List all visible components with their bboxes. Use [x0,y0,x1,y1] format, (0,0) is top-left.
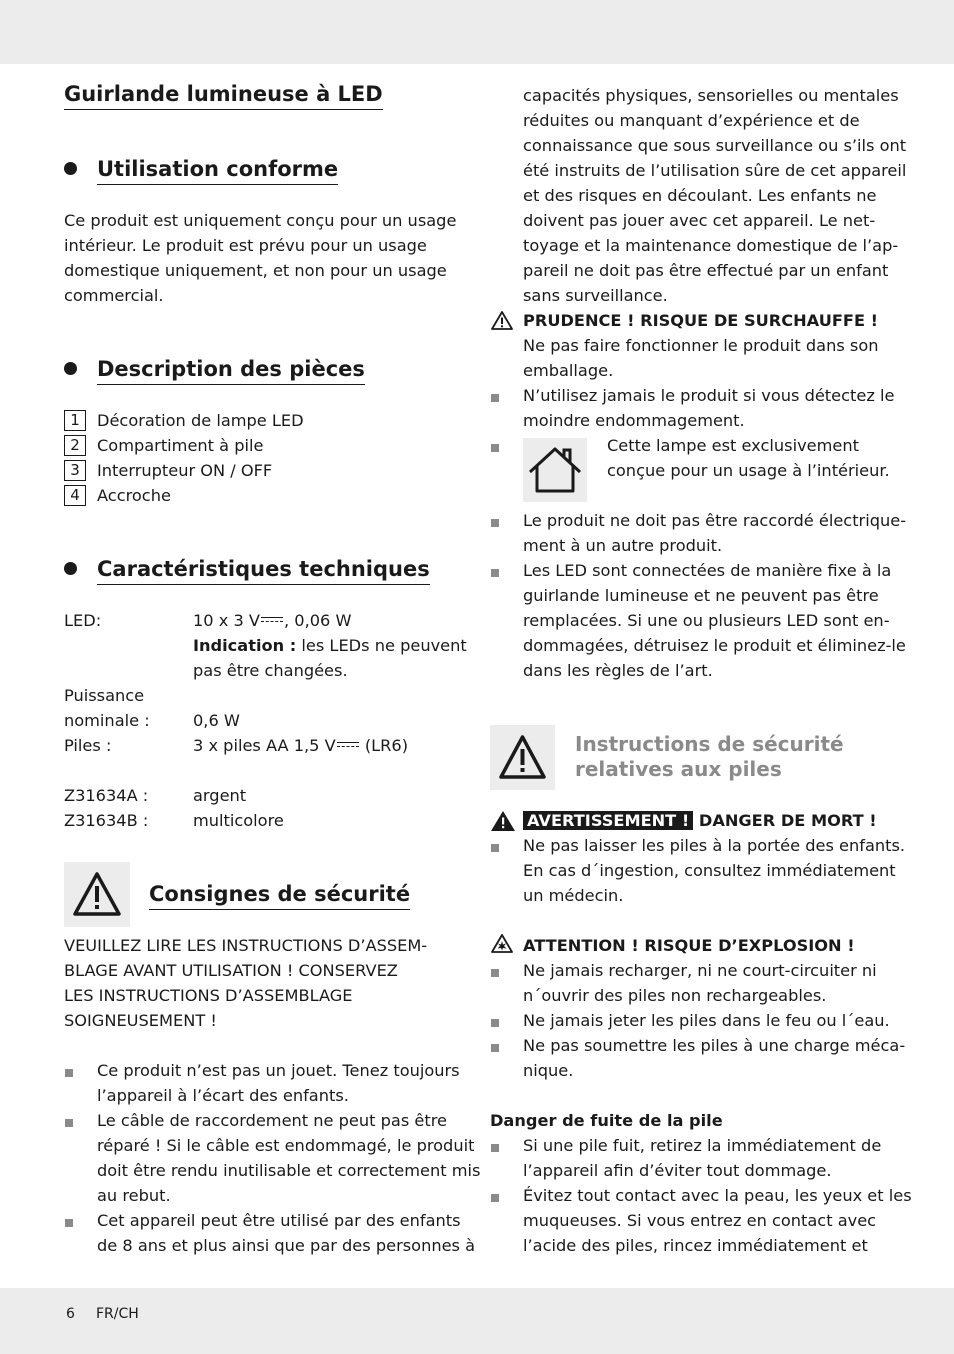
bullet-text: de 8 ans et plus ainsi que par des personnes à [97,1236,476,1255]
caps-line: VEUILLEZ LIRE LES INSTRUCTIONS D’ASSEM- [64,936,428,955]
spec-value-power: 0,6 W [193,711,240,730]
bullet-text: dans les règles de l’art. [523,661,713,680]
part-label: Décoration de lampe LED [97,411,304,430]
header-band [0,0,954,64]
warning-triangle-icon [64,862,130,927]
bullet-text: Ce produit n’est pas un jouet. Tenez toujours [97,1061,460,1080]
bullet-text: Cet appareil peut être utilisé par des enfants [97,1211,461,1230]
bullet-text: doit être rendu inutilisable et correctement mis [97,1161,481,1180]
text-line: emballage. [523,361,614,380]
bullet-text: N’utilisez jamais le produit si vous détectez le [523,386,895,405]
bullet-text: dommagées, détruisez le produit et éliminez-le [523,636,906,655]
model-value: argent [193,786,247,805]
bullet-square [491,1019,499,1027]
text-line: sans surveillance. [523,286,668,305]
model-label: Z31634B : [64,811,149,830]
bullet-text: Les LED sont connectées de manière fixe à la [523,561,892,580]
dc-symbol-icon [337,741,359,751]
bullet-square [491,1194,499,1202]
bullet-text: Si une pile fuit, retirez la immédiatement de [523,1136,882,1155]
explosion-warning-icon [490,933,514,954]
warning-triangle-icon [490,310,514,331]
part-number: 1 [64,410,86,431]
text-line: domestique uniquement, et non pour un usage [64,261,447,280]
page-number: 6 [66,1306,75,1322]
bullet-text: Évitez tout contact avec la peau, les yeux et les [523,1186,912,1205]
section-heading-description: Description des pièces [97,355,365,385]
bullet-square [491,394,499,402]
avertissement-badge: AVERTISSEMENT ! [523,811,693,830]
warning-triangle-icon [490,810,516,832]
spec-label-led: LED: [64,611,102,630]
text-line: doivent pas jouer avec cet appareil. Le net- [523,211,876,230]
bullet-text: guirlande lumineuse et ne peuvent pas être [523,586,879,605]
text-line: Ce produit est uniquement conçu pour un usage [64,211,457,230]
section-bullet [64,162,77,175]
footer-band [0,1288,954,1354]
bullet-square [491,844,499,852]
text-line: pareil ne doit pas être effectué par un enfant [523,261,889,280]
bullet-square [491,1144,499,1152]
bullet-text: conçue pour un usage à l’intérieur. [607,461,890,480]
bullet-square [491,444,499,452]
bullet-text: ment à un autre produit. [523,536,723,555]
caps-line: BLAGE AVANT UTILISATION ! CONSERVEZ [64,961,398,980]
house-icon [523,438,587,502]
bullet-square [491,1044,499,1052]
spec-label-power-2: nominale : [64,711,150,730]
part-label: Interrupteur ON / OFF [97,461,273,480]
bullet-text: au rebut. [97,1186,171,1205]
spec-label-power: Puissance [64,686,145,705]
text-line: réduites ou manquant d’expérience et de [523,111,860,130]
part-number: 4 [64,485,86,506]
section-heading-consignes: Consignes de sécurité [149,880,410,910]
text-line: connaissance que sous surveillance ou s’ils ont [523,136,907,155]
bullet-text: muqueuses. Si vous entrez en contact avec [523,1211,877,1230]
page-title: Guirlande lumineuse à LED [64,80,383,110]
bullet-text: l’acide des piles, rincez immédiatement et [523,1236,868,1255]
part-number: 2 [64,435,86,456]
section-bullet [64,362,77,375]
text-line: et des risques en découlant. Les enfants ne [523,186,877,205]
caps-line: LES INSTRUCTIONS D’ASSEMBLAGE [64,986,353,1005]
bullet-text: Cette lampe est exclusivement [607,436,859,455]
bullet-square [491,519,499,527]
part-label: Compartiment à pile [97,436,264,455]
part-number: 3 [64,460,86,481]
bullet-text: Le produit ne doit pas être raccordé électrique- [523,511,907,530]
part-label: Accroche [97,486,171,505]
caps-line: SOIGNEUSEMENT ! [64,1011,217,1030]
text-line: Ne pas faire fonctionner le produit dans son [523,336,879,355]
model-label: Z31634A : [64,786,149,805]
attention-heading: ATTENTION ! RISQUE D’EXPLOSION ! [523,936,855,955]
prudence-heading: PRUDENCE ! RISQUE DE SURCHAUFFE ! [523,311,879,330]
bullet-square [491,969,499,977]
bullet-text: réparé ! Si le câble est endommagé, le produit [97,1136,475,1155]
text-line: commercial. [64,286,164,305]
spec-indication: Indication : les LEDs ne peuvent [193,636,467,655]
language-code: FR/CH [96,1306,139,1322]
bullet-text: Ne pas soumettre les piles à une charge méca- [523,1036,906,1055]
spec-label-batteries: Piles : [64,736,112,755]
bullet-text: l’appareil afin d’éviter tout dommage. [523,1161,832,1180]
bullet-text: nique. [523,1061,574,1080]
section-bullet [64,562,77,575]
bullet-text: remplacées. Si une ou plusieurs LED sont en- [523,611,890,630]
bullet-text: un médecin. [523,886,624,905]
spec-indication-cont: pas être changées. [193,661,348,680]
leak-heading: Danger de fuite de la pile [490,1111,723,1130]
spec-value-led: 10 x 3 V , 0,06 W [193,611,352,630]
bullet-square [491,569,499,577]
text-line: capacités physiques, sensorielles ou mentales [523,86,899,105]
dc-symbol-icon [261,616,283,626]
bullet-text: Le câble de raccordement ne peut pas être [97,1111,447,1130]
text-line: intérieur. Le produit est prévu pour un usage [64,236,427,255]
section-heading-utilisation: Utilisation conforme [97,155,338,185]
bullet-text: Ne jamais recharger, ni ne court-circuiter ni [523,961,877,980]
bullet-text: Ne jamais jeter les piles dans le feu ou l´eau. [523,1011,890,1030]
bullet-text: En cas d´ingestion, consultez immédiatement [523,861,896,880]
bullet-text: moindre endommagement. [523,411,745,430]
bullet-square [65,1219,73,1227]
battery-section-heading: Instructions de sécurité [575,732,844,756]
text-line: toyage et la maintenance domestique de l’ap- [523,236,899,255]
warning-triangle-icon [490,725,555,790]
avertissement-line: AVERTISSEMENT ! DANGER DE MORT ! [523,808,877,833]
section-heading-caracteristiques: Caractéristiques techniques [97,555,430,585]
text-line: été instruits de l’utilisation sûre de cet appareil [523,161,907,180]
spec-value-batteries: 3 x piles AA 1,5 V (LR6) [193,736,409,755]
bullet-text: n´ouvrir des piles non rechargeables. [523,986,827,1005]
bullet-text: Ne pas laisser les piles à la portée des enfants. [523,836,906,855]
model-value: multicolore [193,811,284,830]
bullet-square [65,1069,73,1077]
bullet-text: l’appareil à l’écart des enfants. [97,1086,349,1105]
bullet-square [65,1119,73,1127]
battery-section-heading-2: relatives aux piles [575,757,782,781]
